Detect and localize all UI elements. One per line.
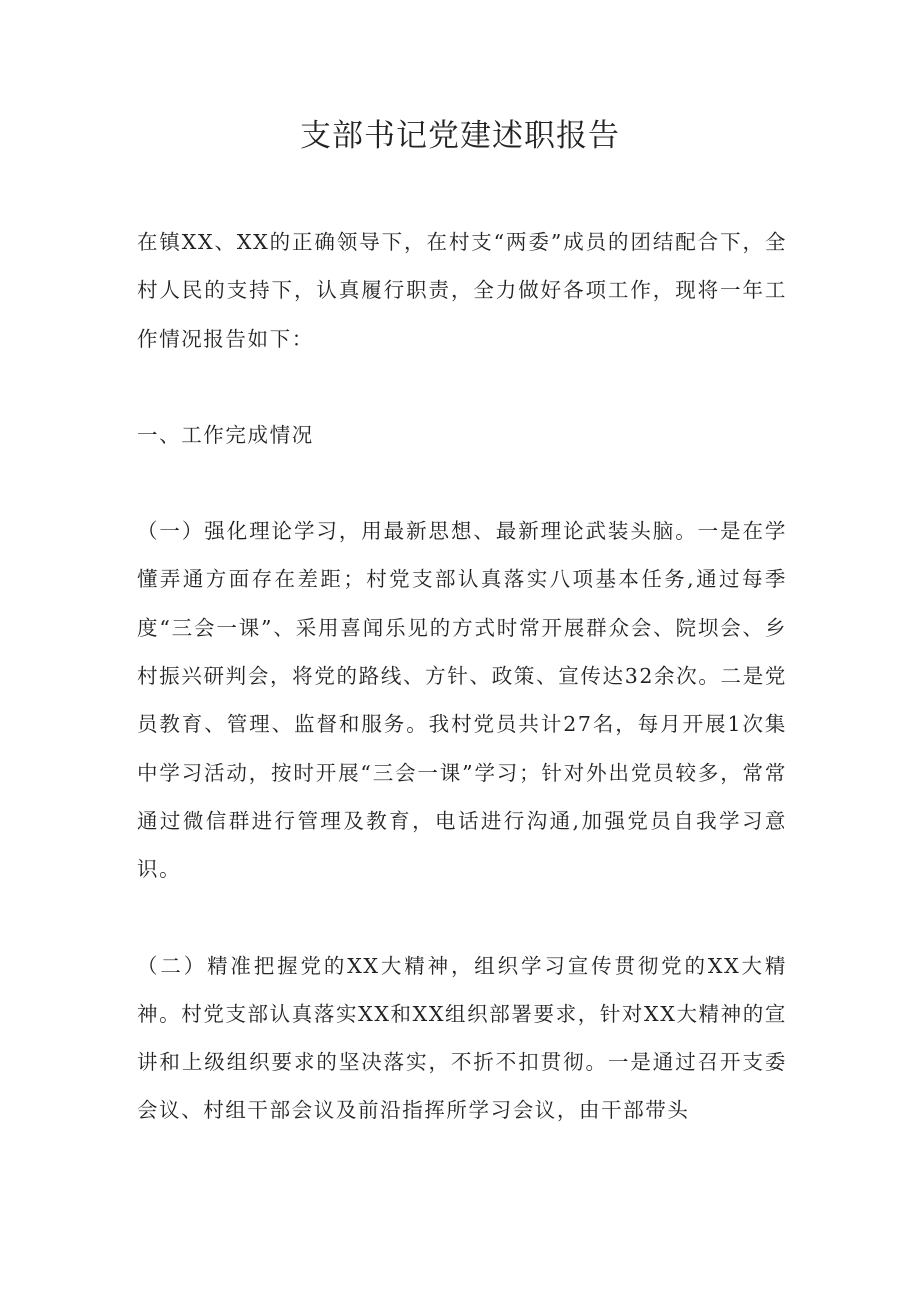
paragraph-spacer [137, 894, 787, 942]
section-heading-1: 一、工作完成情况 [137, 422, 314, 447]
paragraph-spacer [137, 459, 787, 507]
document-title: 支部书记党建述职报告 [300, 118, 620, 154]
document-body [137, 218, 787, 1135]
section-1-paragraph-2: （二）精准把握党的XX大精神，组织学习宣传贯彻党的XX大精神。村党支部认真落实XX和XX组织部署要求，针对XX大精神的宣讲和上级组织要求的坚决落实，不折不扣贯彻。一是通过召开支委会议、村组干部会议及前沿指挥所学习会议，由干部带头 [137, 953, 787, 1123]
section-1-paragraph-1: （一）强化理论学习，用最新思想、最新理论武装头脑。一是在学懂弄通方面存在差距；村党支部认真落实八项基本任务,通过每季度“三会一课”、采用喜闻乐见的方式时常开展群众会、院坝会、乡村振兴研判会，将党的路线、方针、政策、宣传达32余次。二是党员教育、管理、监督和服务。我村党员共计27名，每月开展1次集中学习活动，按时开展“三会一课”学习；针对外出党员较多，常常通过微信群进行管理及教育，电话进行沟通,加强党员自我学习意识。 [137, 519, 787, 882]
paragraph-spacer [137, 363, 787, 411]
intro-paragraph: 在镇XX、XX的正确领导下，在村支“两委”成员的团结配合下，全村人民的支持下，认真履行职责，全力做好各项工作，现将一年工作情况报告如下： [137, 230, 787, 351]
